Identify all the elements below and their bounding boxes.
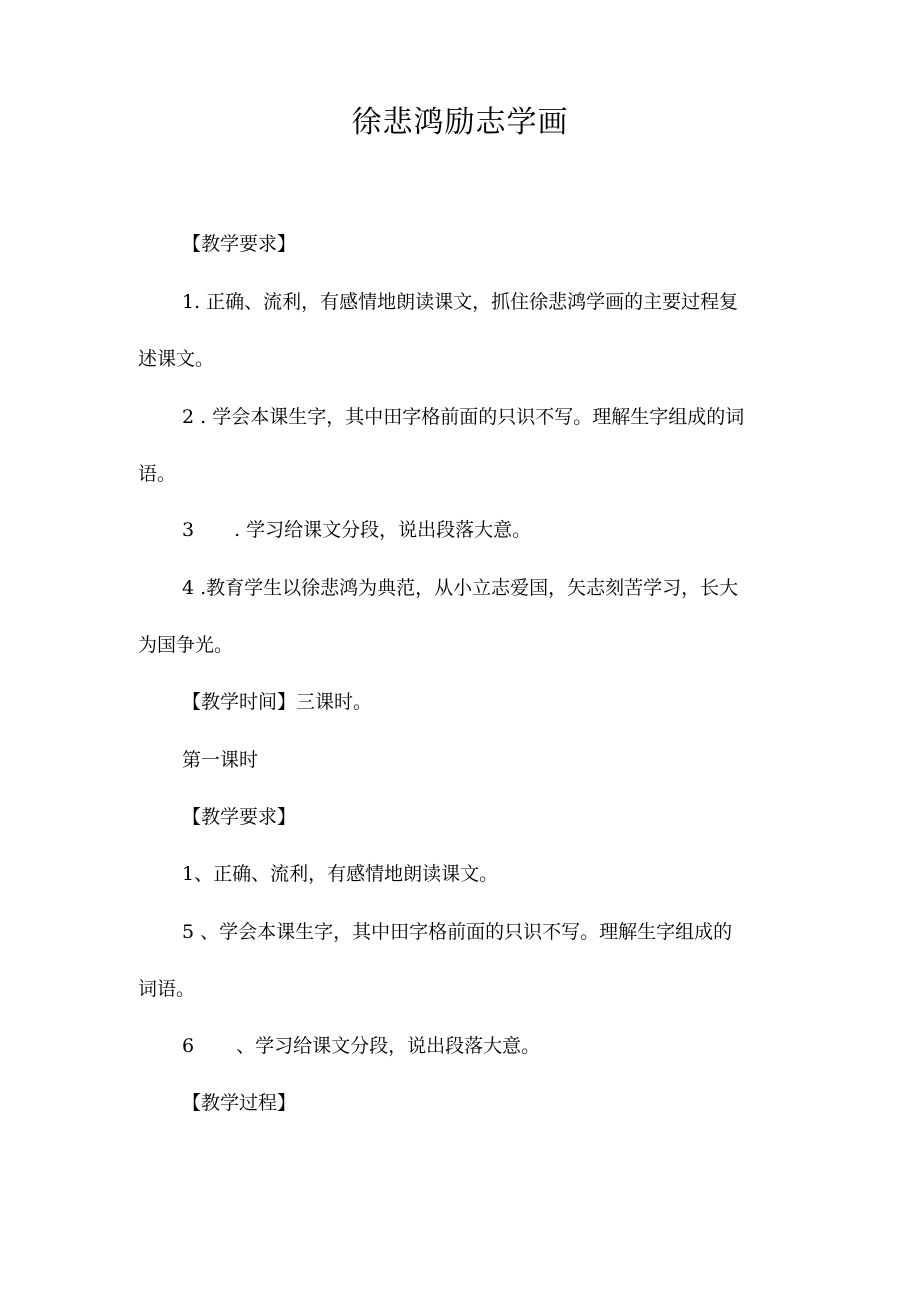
goal-4-line-1: 4 .教育学生以徐悲鸿为典范，从小立志爱国，矢志刻苦学习，长大 [182,577,739,599]
requirements-heading: 【教学要求】 [182,233,297,255]
goal-3-number: 3 [182,519,195,541]
lesson1-goal-2-line-2: 词语。 [138,978,196,1000]
lesson1-goal-3-number: 6 [182,1035,195,1057]
lesson1-requirements-heading: 【教学要求】 [182,806,297,828]
goal-1-line-1: 1. 正确、流利，有感情地朗读课文，抓住徐悲鸿学画的主要过程复 [182,291,739,313]
lesson1-goal-2-line-1: 5 、学会本课生字，其中田字格前面的只识不写。理解生字组成的 [182,921,733,943]
lesson1-goal-3 [182,1032,540,1060]
lesson1-goal-3-text: 、学习给课文分段，说出段落大意。 [236,1035,541,1057]
goal-1-line-2: 述课文。 [138,348,215,370]
goal-2-line-2: 语。 [138,463,177,485]
goal-3 [182,516,531,544]
lesson1-goal-1: 1、正确、流利，有感情地朗读课文。 [182,863,499,885]
page-title: 徐悲鸿励志学画 [351,105,569,140]
goal-4-line-2: 为国争光。 [138,634,234,656]
goal-3-text: . 学习给课文分段，说出段落大意。 [234,519,532,541]
goal-2-line-1: 2 . 学会本课生字，其中田字格前面的只识不写。理解生字组成的词 [182,406,745,428]
teaching-time: 【教学时间】三课时。 [182,691,373,713]
process-heading: 【教学过程】 [182,1092,297,1114]
first-lesson-heading: 第一课时 [182,749,259,771]
